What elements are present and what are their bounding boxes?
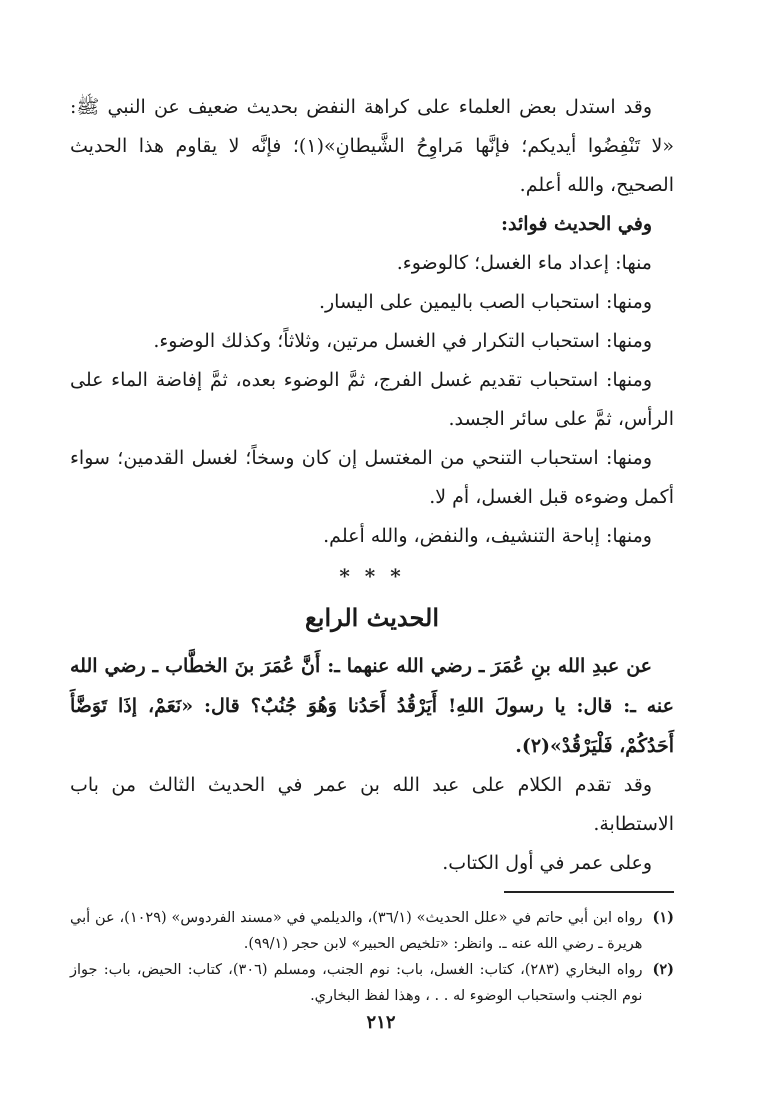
paragraph-benefit-2: ومنها: استحباب الصب باليمين على اليسار.	[318, 291, 652, 313]
footnote-text: رواه ابن أبي حاتم في «علل الحديث» (٣٦/١)، والديلمي في «مسند الفردوس» (١٠٢٩)، عن أبي هريرة ـ رضي الله عنه ـ. وانظر: «تلخيص الحبير» لابن حجر (٩٩/١).	[70, 910, 643, 952]
section-separator: * * *	[339, 564, 405, 588]
footnote-divider	[504, 891, 674, 893]
paragraph-benefit-5: ومنها: استحباب التنحي من المغتسل إن كان وسخاً؛ لغسل القدمين؛ سواء أكمل وضوءه قبل الغسل، أم لا.	[70, 447, 674, 508]
paragraph-benefit-6: ومنها: إباحة التنشيف، والنفض، والله أعلم.	[323, 525, 652, 547]
footnote-number: (٢)	[652, 961, 674, 978]
paragraph-benefit-3: ومنها: استحباب التكرار في الغسل مرتين، وثلاثاً؛ وكذلك الوضوء.	[153, 330, 652, 352]
paragraph-benefit-1: منها: إعداد ماء الغسل؛ كالوضوء.	[396, 252, 652, 274]
footnote-number: (١)	[652, 909, 674, 926]
hadith-text	[70, 646, 674, 766]
paragraph-weak-hadith: وقد استدل بعض العلماء على كراهة النفض بحديث ضعيف عن النبي ﷺ: «لا تَنْفِضُوا أيديكم؛ فإنَّها مَراوِحُ الشَّيطانِ»(١)؛ فإنَّه لا يقاوم هذا الحديث الصحيح، والله أعلم.	[70, 96, 674, 196]
commentary-1: وقد تقدم الكلام على عبد الله بن عمر في الحديث الثالث من باب الاستطابة.	[70, 774, 674, 835]
hadith-body: أَنَّ عُمَرَ بنَ الخطَّاب ـ رضي الله عنه ـ: قال: يا رسولَ اللهِ! أَيَرْقُدُ أَحَدُنا وَهُوَ جُنُبٌ؟ قال: «نَعَمْ، إذَا تَوَضَّأَ أَحَدُكُمْ، فَلْيَرْقُدْ»(٢).	[70, 655, 674, 757]
hadith-intro: عن عبدِ الله بنِ عُمَرَ ـ رضي الله عنهما ـ:	[320, 655, 653, 677]
footnote-1	[70, 905, 674, 957]
footnote-text: رواه البخاري (٢٨٣)، كتاب: الغسل، باب: نوم الجنب، ومسلم (٣٠٦)، كتاب: الحيض، باب: جواز نوم الجنب واستحباب الوضوء له . . ، وهذا لفظ البخاري.	[70, 962, 643, 1004]
section-heading: الحديث الرابع	[304, 603, 439, 632]
commentary-2: وعلى عمر في أول الكتاب.	[442, 852, 652, 874]
footnote-2	[70, 957, 674, 1009]
paragraph-benefit-4: ومنها: استحباب تقديم غسل الفرج، ثمَّ الوضوء بعده، ثمَّ إفاضة الماء على الرأس، ثمَّ على سائر الجسد.	[70, 369, 674, 430]
paragraph-benefits-heading: وفي الحديث فوائد:	[500, 213, 652, 235]
page-number: ٢١٢	[366, 1012, 396, 1033]
